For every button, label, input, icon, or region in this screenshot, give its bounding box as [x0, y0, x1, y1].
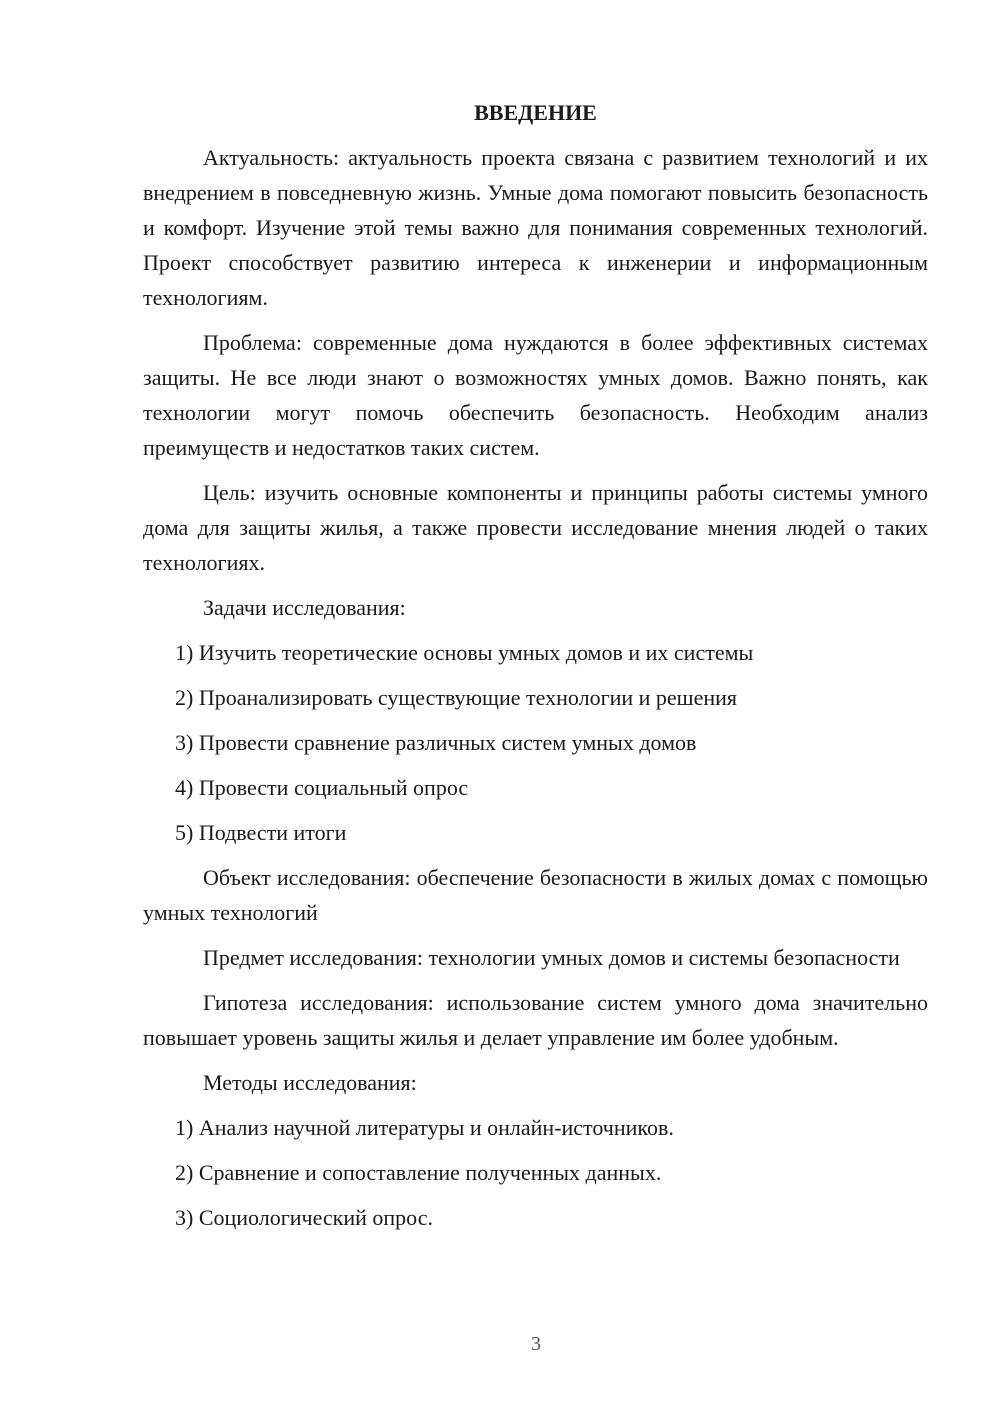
- tasks-list: [143, 635, 928, 850]
- page-content: [143, 95, 928, 1245]
- problem-paragraph: Проблема: современные дома нуждаются в более эффективных системах защиты. Не все люди знают о возможностях умных домов. Важно понять, как технологии могут помочь обеспечить безопасность. Необходим анализ преимуществ и недостатков таких систем.: [143, 330, 928, 460]
- list-item: 3) Провести сравнение различных систем умных домов: [175, 730, 697, 755]
- object-paragraph: Объект исследования: обеспечение безопасности в жилых домах с помощью умных технологий: [143, 865, 928, 925]
- methods-list: [143, 1110, 928, 1235]
- list-item: 5) Подвести итоги: [175, 820, 347, 845]
- relevance-paragraph: Актуальность: актуальность проекта связана с развитием технологий и их внедрением в повседневную жизнь. Умные дома помогают повысить безопасность и комфорт. Изучение этой темы важно для понимания современных технологий. Проект способствует развитию интереса к инженерии и информационным технологиям.: [143, 145, 928, 310]
- subject-paragraph: Предмет исследования: технологии умных домов и системы безопасности: [203, 945, 900, 970]
- page-number: 3: [531, 1333, 541, 1355]
- hypothesis-paragraph: Гипотеза исследования: использование систем умного дома значительно повышает уровень защиты жилья и делает управление им более удобным.: [143, 990, 928, 1050]
- list-item: 1) Анализ научной литературы и онлайн-источников.: [175, 1115, 674, 1140]
- list-item: 4) Провести социальный опрос: [175, 775, 469, 800]
- list-item: 1) Изучить теоретические основы умных домов и их системы: [175, 640, 754, 665]
- methods-heading: Методы исследования:: [203, 1070, 417, 1095]
- list-item: 3) Социологический опрос.: [175, 1205, 433, 1230]
- list-item: 2) Проанализировать существующие технологии и решения: [175, 685, 738, 710]
- page-title: ВВЕДЕНИЕ: [474, 100, 597, 125]
- list-item: 2) Сравнение и сопоставление полученных данных.: [175, 1160, 662, 1185]
- tasks-heading: Задачи исследования:: [203, 595, 406, 620]
- goal-paragraph: Цель: изучить основные компоненты и принципы работы системы умного дома для защиты жилья, а также провести исследование мнения людей о таких технологиях.: [143, 480, 928, 575]
